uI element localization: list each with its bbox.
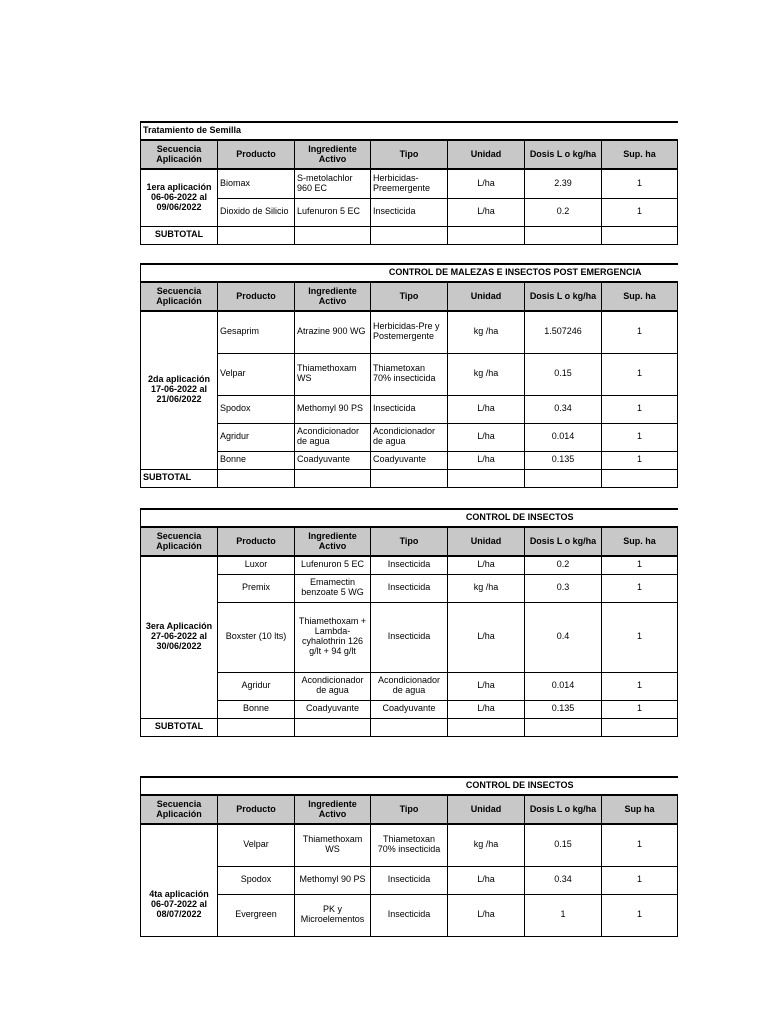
sup-cell: 1 [602, 311, 678, 353]
dosis-cell: 1 [525, 894, 602, 936]
table-row [141, 556, 678, 574]
sup-cell: 1 [602, 198, 678, 226]
tipo-cell: Insecticida [371, 198, 448, 226]
sequence-cell: 2da aplicación 17-06-2022 al 21/06/2022 [141, 311, 218, 469]
header-dosis: Dosis L o kg/ha [525, 527, 602, 556]
table-row [141, 451, 678, 469]
header-secuencia: Secuencia Aplicación [141, 140, 218, 169]
sup-cell: 1 [602, 574, 678, 602]
unidad-cell: L/ha [448, 198, 525, 226]
header-producto: Producto [218, 140, 295, 169]
table-row [141, 311, 678, 353]
tipo-cell: Herbicidas-Pre y Postemergente [371, 311, 448, 353]
sup-cell: 1 [602, 423, 678, 451]
post-emergence-table [140, 263, 678, 488]
dosis-cell: 0.4 [525, 602, 602, 672]
tipo-cell: Acondicionador de agua [371, 423, 448, 451]
unidad-cell: L/ha [448, 700, 525, 718]
ingrediente-cell: Thiamethoxam WS [295, 824, 371, 866]
unidad-cell: kg /ha [448, 311, 525, 353]
ingrediente-cell: Coadyuvante [295, 700, 371, 718]
table-row [141, 198, 678, 226]
producto-cell: Spodox [218, 395, 295, 423]
dosis-cell: 0.014 [525, 672, 602, 700]
header-tipo: Tipo [371, 527, 448, 556]
table-row [141, 423, 678, 451]
header-dosis: Dosis L o kg/ha [525, 795, 602, 824]
header-producto: Producto [218, 527, 295, 556]
table-row [141, 672, 678, 700]
header-tipo: Tipo [371, 795, 448, 824]
sup-cell: 1 [602, 353, 678, 395]
tipo-cell: Insecticida [371, 556, 448, 574]
producto-cell: Gesaprim [218, 311, 295, 353]
dosis-cell: 0.3 [525, 574, 602, 602]
sup-cell: 1 [602, 866, 678, 894]
unidad-cell: kg /ha [448, 353, 525, 395]
header-secuencia: Secuencia Aplicación [141, 527, 218, 556]
table-row [141, 169, 678, 198]
subtotal-row [141, 718, 678, 736]
header-sup: Sup. ha [602, 282, 678, 311]
producto-cell: Agridur [218, 672, 295, 700]
producto-cell: Boxster (10 lts) [218, 602, 295, 672]
subtotal-row [141, 469, 678, 487]
ingrediente-cell: Emamectin benzoate 5 WG [295, 574, 371, 602]
sup-cell: 1 [602, 700, 678, 718]
unidad-cell: L/ha [448, 602, 525, 672]
producto-cell: Velpar [218, 824, 295, 866]
table-row [141, 395, 678, 423]
section-title: CONTROL DE MALEZAS E INSECTOS POST EMERGENCIA [141, 264, 678, 282]
dosis-cell: 0.135 [525, 451, 602, 469]
unidad-cell: L/ha [448, 894, 525, 936]
sup-cell: 1 [602, 824, 678, 866]
subtotal-label: SUBTOTAL [141, 469, 218, 487]
subtotal-row [141, 226, 678, 244]
sup-cell: 1 [602, 395, 678, 423]
unidad-cell: L/ha [448, 395, 525, 423]
unidad-cell: L/ha [448, 423, 525, 451]
header-ingrediente: Ingrediente Activo [295, 527, 371, 556]
header-tipo: Tipo [371, 140, 448, 169]
sequence-cell: 4ta aplicación 06-07-2022 al 08/07/2022 [141, 824, 218, 936]
producto-cell: Spodox [218, 866, 295, 894]
table-row [141, 353, 678, 395]
sup-cell: 1 [602, 169, 678, 198]
tipo-cell: Insecticida [371, 894, 448, 936]
ingrediente-cell: Lufenuron 5 EC [295, 556, 371, 574]
section-title: CONTROL DE INSECTOS [141, 509, 678, 527]
subtotal-label: SUBTOTAL [141, 226, 218, 244]
unidad-cell: L/ha [448, 556, 525, 574]
subtotal-label: SUBTOTAL [141, 718, 218, 736]
table-row [141, 602, 678, 672]
tipo-cell: Insecticida [371, 602, 448, 672]
section-title: Tratamiento de Semilla [141, 122, 678, 140]
dosis-cell: 0.34 [525, 395, 602, 423]
sup-cell: 1 [602, 602, 678, 672]
sup-cell: 1 [602, 451, 678, 469]
header-unidad: Unidad [448, 527, 525, 556]
dosis-cell: 0.135 [525, 700, 602, 718]
header-ingrediente: Ingrediente Activo [295, 140, 371, 169]
dosis-cell: 1.507246 [525, 311, 602, 353]
tipo-cell: Acondicionador de agua [371, 672, 448, 700]
ingrediente-cell: Coadyuvante [295, 451, 371, 469]
unidad-cell: L/ha [448, 672, 525, 700]
tipo-cell: Coadyuvante [371, 451, 448, 469]
ingrediente-cell: Methomyl 90 PS [295, 866, 371, 894]
producto-cell: Agridur [218, 423, 295, 451]
ingrediente-cell: Lufenuron 5 EC [295, 198, 371, 226]
ingrediente-cell: Thiamethoxam + Lambda-cyhalothrin 126 g/lt + 94 g/lt [295, 602, 371, 672]
seed-treatment-table [140, 121, 678, 245]
dosis-cell: 0.34 [525, 866, 602, 894]
section-insect-control-3 [140, 508, 676, 737]
producto-cell: Premix [218, 574, 295, 602]
producto-cell: Biomax [218, 169, 295, 198]
sequence-cell: 1era aplicación 06-06-2022 al 09/06/2022 [141, 169, 218, 226]
producto-cell: Dioxido de Silicio [218, 198, 295, 226]
dosis-cell: 0.15 [525, 824, 602, 866]
dosis-cell: 2.39 [525, 169, 602, 198]
sequence-cell: 3era Aplicación 27-06-2022 al 30/06/2022 [141, 556, 218, 718]
header-unidad: Unidad [448, 140, 525, 169]
unidad-cell: kg /ha [448, 574, 525, 602]
producto-cell: Bonne [218, 700, 295, 718]
header-dosis: Dosis L o kg/ha [525, 282, 602, 311]
producto-cell: Luxor [218, 556, 295, 574]
ingrediente-cell: Acondicionador de agua [295, 423, 371, 451]
header-unidad: Unidad [448, 795, 525, 824]
unidad-cell: L/ha [448, 866, 525, 894]
unidad-cell: kg /ha [448, 824, 525, 866]
table-row [141, 824, 678, 866]
section-title: CONTROL DE INSECTOS [141, 777, 678, 795]
tipo-cell: Insecticida [371, 866, 448, 894]
tipo-cell: Thiametoxan 70% insecticida [371, 824, 448, 866]
table-row [141, 574, 678, 602]
unidad-cell: L/ha [448, 451, 525, 469]
ingrediente-cell: Acondicionador de agua [295, 672, 371, 700]
tipo-cell: Insecticida [371, 574, 448, 602]
ingrediente-cell: Methomyl 90 PS [295, 395, 371, 423]
dosis-cell: 0.2 [525, 556, 602, 574]
header-sup: Sup ha [602, 795, 678, 824]
unidad-cell: L/ha [448, 169, 525, 198]
tipo-cell: Herbicidas-Preemergente [371, 169, 448, 198]
tipo-cell: Thiametoxan 70% insecticida [371, 353, 448, 395]
header-dosis: Dosis L o kg/ha [525, 140, 602, 169]
header-tipo: Tipo [371, 282, 448, 311]
table-row [141, 700, 678, 718]
ingrediente-cell: Atrazine 900 WG [295, 311, 371, 353]
producto-cell: Velpar [218, 353, 295, 395]
producto-cell: Evergreen [218, 894, 295, 936]
header-producto: Producto [218, 282, 295, 311]
table-row [141, 894, 678, 936]
insect-control-table-3 [140, 508, 678, 737]
ingrediente-cell: Thiamethoxam WS [295, 353, 371, 395]
sup-cell: 1 [602, 556, 678, 574]
section-seed-treatment [140, 121, 676, 245]
header-producto: Producto [218, 795, 295, 824]
dosis-cell: 0.2 [525, 198, 602, 226]
header-ingrediente: Ingrediente Activo [295, 795, 371, 824]
dosis-cell: 0.014 [525, 423, 602, 451]
producto-cell: Bonne [218, 451, 295, 469]
tipo-cell: Insecticida [371, 395, 448, 423]
header-ingrediente: Ingrediente Activo [295, 282, 371, 311]
section-post-emergence [140, 263, 676, 488]
header-secuencia: Secuencia Aplicación [141, 282, 218, 311]
ingrediente-cell: PK y Microelementos [295, 894, 371, 936]
sup-cell: 1 [602, 672, 678, 700]
dosis-cell: 0.15 [525, 353, 602, 395]
section-insect-control-4 [140, 776, 676, 937]
table-row [141, 866, 678, 894]
sup-cell: 1 [602, 894, 678, 936]
tipo-cell: Coadyuvante [371, 700, 448, 718]
header-unidad: Unidad [448, 282, 525, 311]
insect-control-table-4 [140, 776, 678, 937]
header-secuencia: Secuencia Aplicación [141, 795, 218, 824]
header-sup: Sup. ha [602, 527, 678, 556]
header-sup: Sup. ha [602, 140, 678, 169]
ingrediente-cell: S-metolachlor 960 EC [295, 169, 371, 198]
